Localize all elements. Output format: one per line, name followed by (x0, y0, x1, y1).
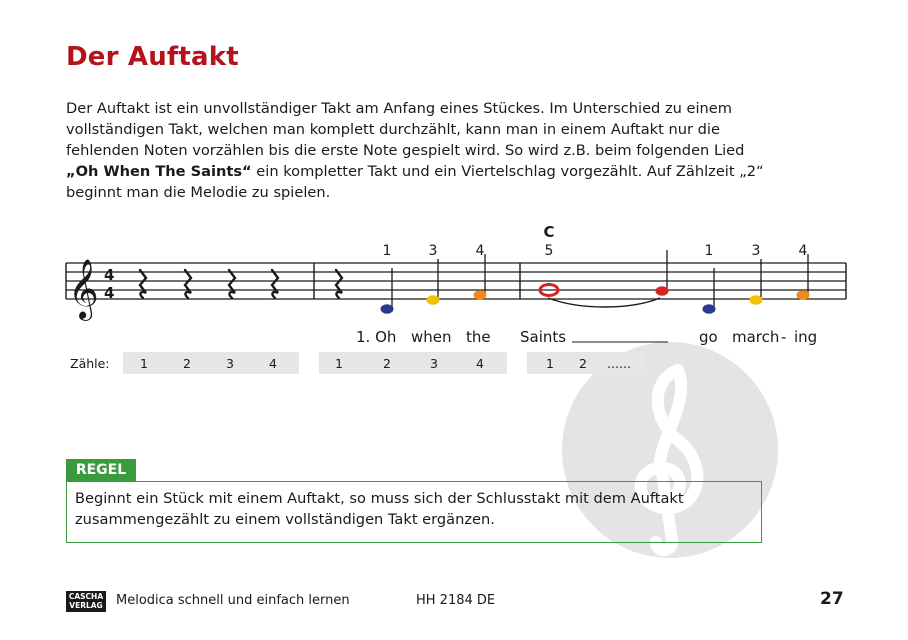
lyric-word: when (411, 328, 452, 346)
intro-line: beginnt man die Melodie zu spielen. (66, 184, 331, 201)
publisher-logo (66, 591, 106, 612)
rule-tag: REGEL (66, 459, 136, 481)
note-f (797, 290, 810, 300)
beat-number: 3 (751, 243, 761, 259)
count-number: 2 (383, 356, 391, 371)
count-number: 4 (476, 356, 484, 371)
lyric-word: the (466, 328, 491, 346)
catalog-number: HH 2184 DE (416, 593, 496, 608)
quarter-rest (229, 270, 235, 298)
lyric-word: ing (794, 328, 818, 346)
count-number: 1 (546, 356, 554, 371)
count-number: 3 (226, 356, 234, 371)
count-number: 2 (183, 356, 191, 371)
page-number: 27 (820, 589, 844, 609)
staff-lines (66, 263, 846, 299)
lyric-hyphen: - (781, 328, 787, 346)
time-signature-bottom: 4 (104, 284, 115, 302)
logo-line: CASCHA (68, 592, 104, 601)
quarter-rest (185, 270, 191, 298)
note-c (381, 304, 394, 314)
beat-number: 4 (798, 243, 808, 259)
song-title: „Oh When The Saints“ (66, 163, 252, 180)
rule-line: zusammengezählt zu einem vollständigen Takt ergänzen. (75, 511, 495, 528)
beat-number: 1 (704, 243, 714, 259)
beat-number: 1 (382, 243, 392, 259)
quarter-rest (272, 270, 278, 298)
time-signature-top: 4 (104, 266, 115, 284)
intro-line: fehlenden Noten vorzählen bis die erste Note gespielt wird. So wird z.B. beim folgenden Lied (66, 142, 745, 159)
quarter-rest (336, 270, 342, 298)
notes-measure-4 (656, 250, 810, 314)
logo-line: VERLAG (69, 601, 103, 610)
rule-line: Beginnt ein Stück mit einem Auftakt, so muss sich der Schlusstakt mit dem Auftakt (75, 490, 684, 507)
note-e (750, 295, 763, 305)
intro-line: Der Auftakt ist ein unvollständiger Takt am Anfang eines Stückes. Im Unterschied zu einem (66, 100, 732, 117)
note-f (474, 290, 487, 300)
quarter-rest (140, 270, 146, 298)
quarter-rests (140, 270, 342, 298)
chord-symbol: C (543, 223, 555, 241)
intro-line-rest: ein kompletter Takt und ein Viertelschlag vorgezählt. Auf Zählzeit „2“ (251, 163, 764, 180)
count-number: 4 (269, 356, 277, 371)
intro-line: vollständigen Takt, welchen man komplett durchzählt, kann man in einem Auftakt nur die (66, 121, 720, 138)
treble-clef-icon: 𝄞 (68, 259, 99, 319)
count-ellipsis: ...... (607, 356, 631, 371)
lyric-word: march (732, 328, 780, 346)
count-number: 1 (140, 356, 148, 371)
note-e (427, 295, 440, 305)
book-title: Melodica schnell und einfach lernen (116, 593, 350, 608)
note-g (656, 286, 669, 296)
lyric-word: 1. Oh (356, 328, 397, 346)
beat-number: 3 (428, 243, 438, 259)
beat-number: 5 (544, 243, 554, 259)
count-number: 2 (579, 356, 587, 371)
note-c (703, 304, 716, 314)
count-number: 1 (335, 356, 343, 371)
count-label: Zähle: (70, 356, 110, 371)
beat-number: 4 (475, 243, 485, 259)
count-number: 3 (430, 356, 438, 371)
lyric-word: go (699, 328, 718, 346)
rule-box (66, 481, 762, 543)
page-title: Der Auftakt (66, 42, 239, 72)
lyric-word: Saints (520, 328, 567, 346)
